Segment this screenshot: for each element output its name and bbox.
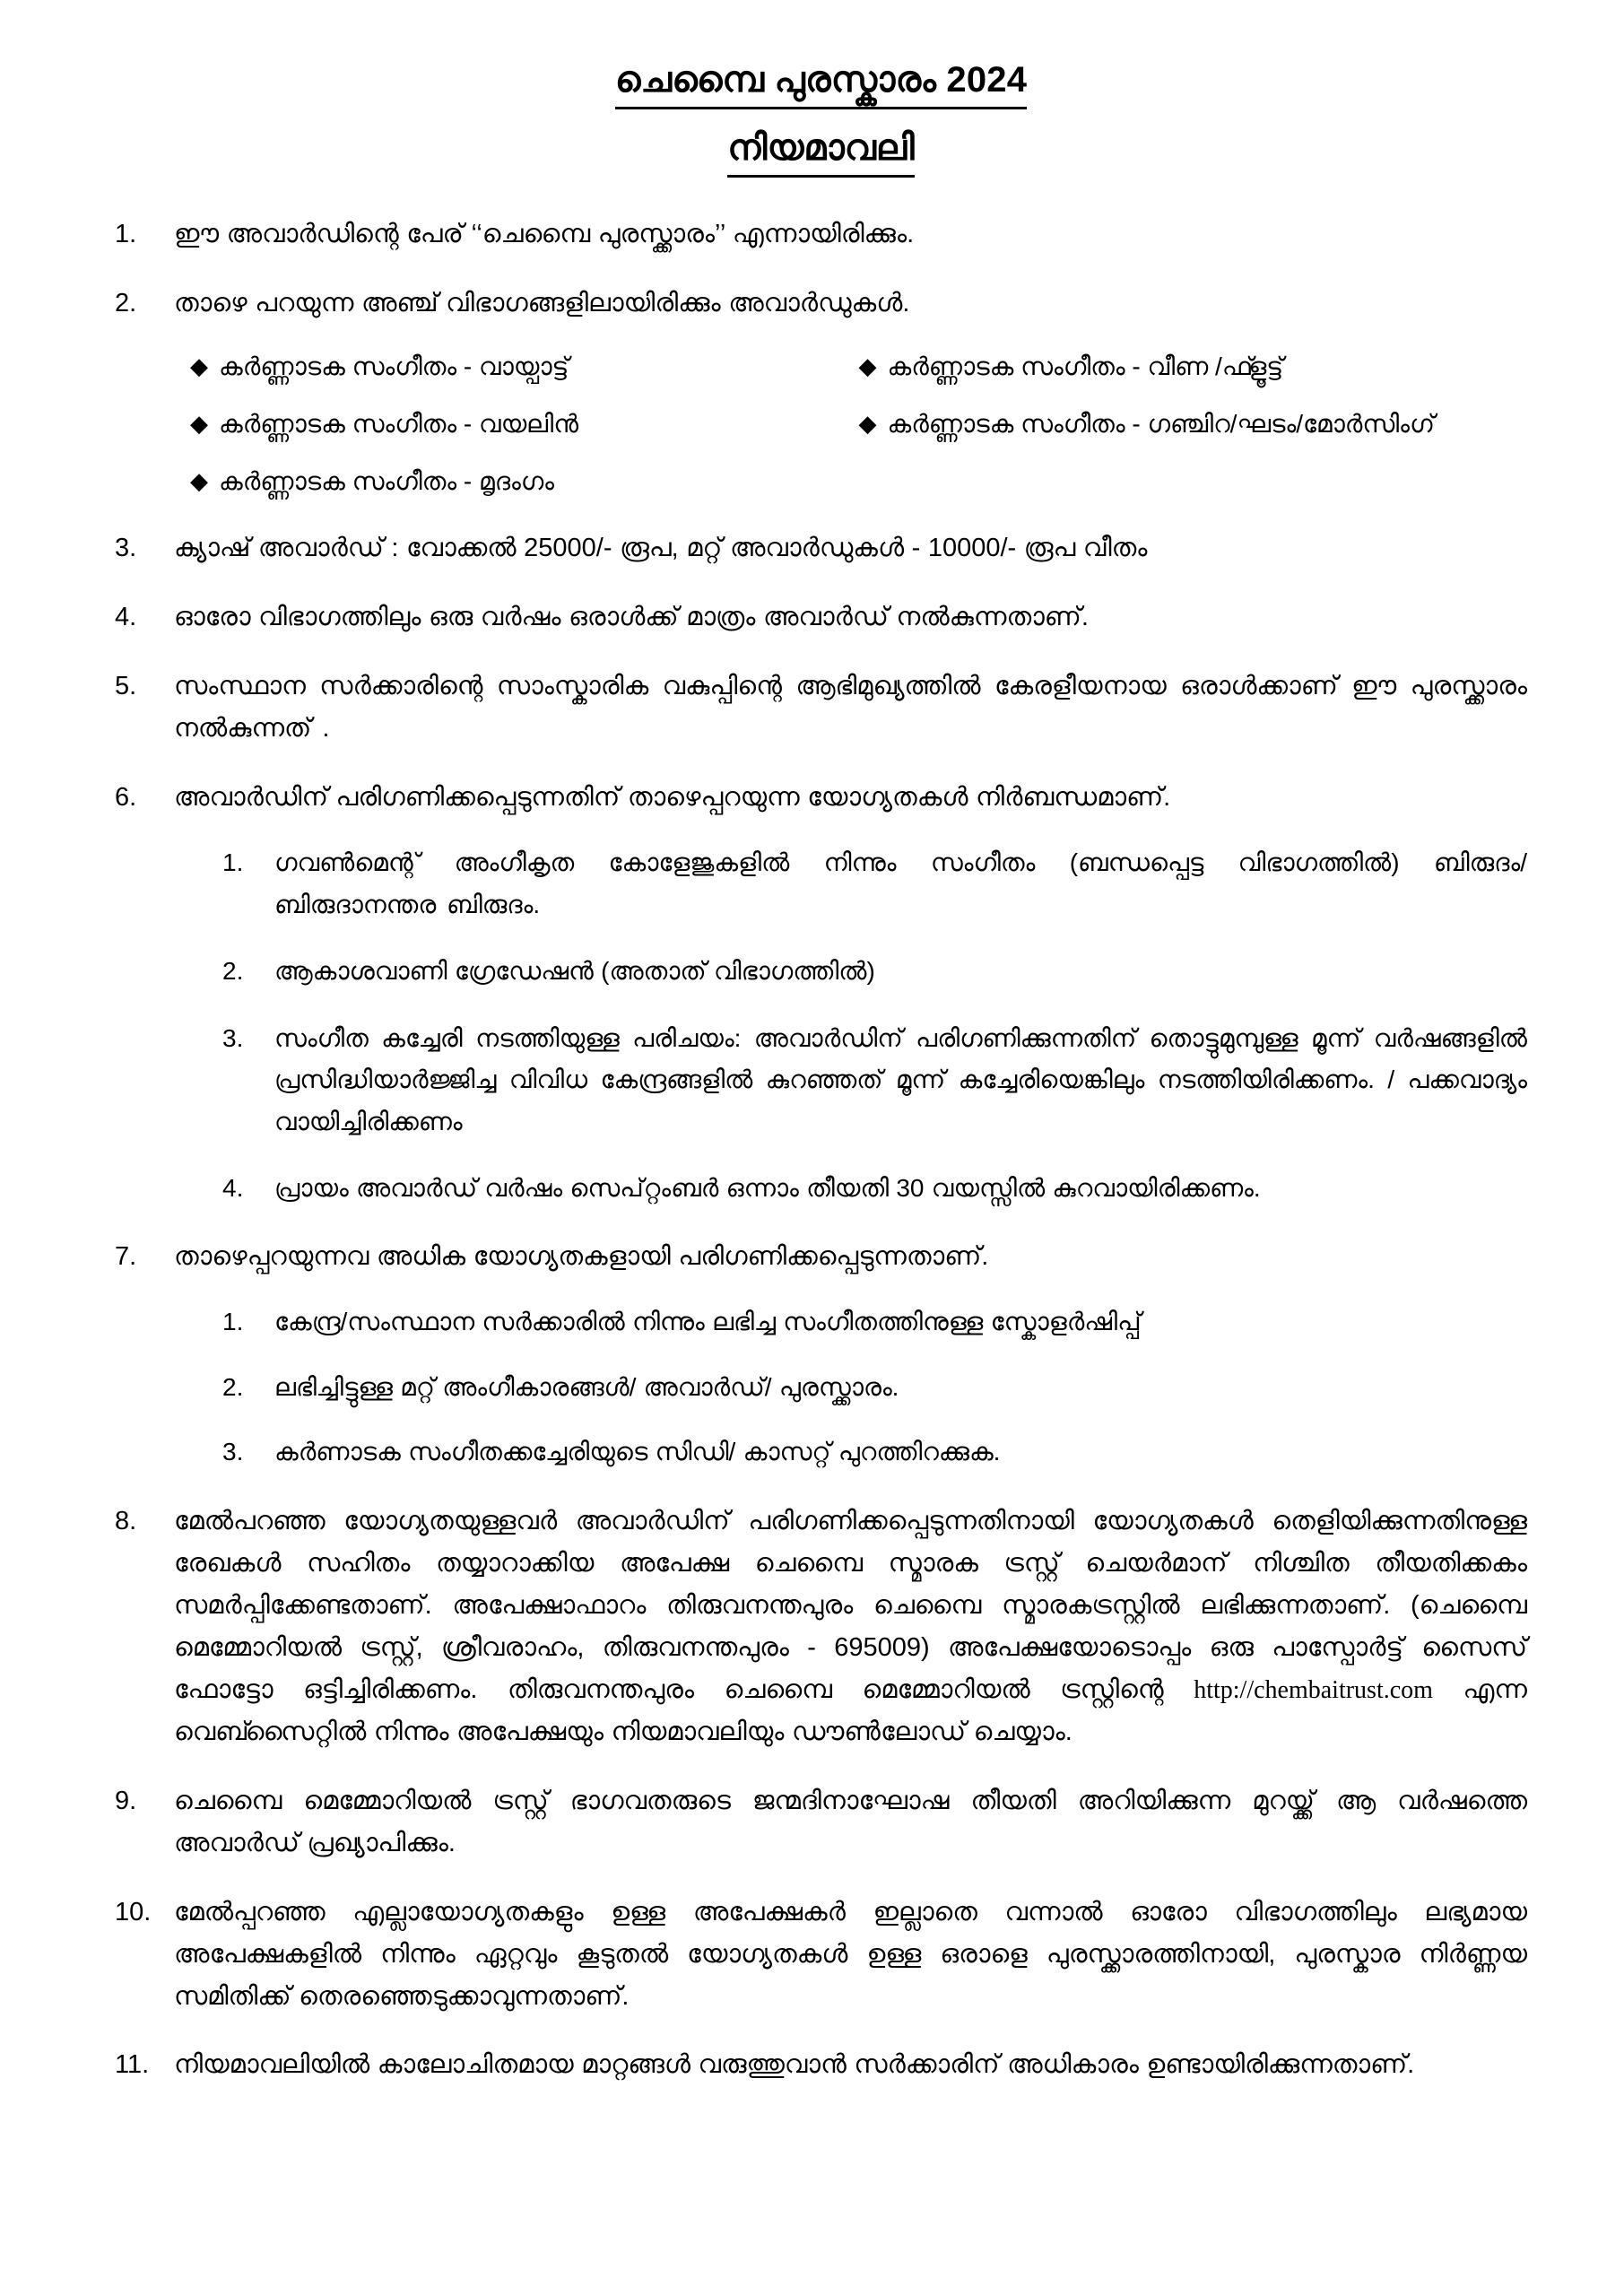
category-label: കർണ്ണാടക സംഗീതം - വായ്പാട്ട് <box>219 352 569 381</box>
page-title: ചെമ്പൈ പുരസ്കാരം 2024 <box>615 56 1027 109</box>
rule-item-9 <box>115 1780 1527 1865</box>
extra-qualification-text: കേന്ദ്ര/സംസ്ഥാന സർക്കാരിൽ നിന്നും ലഭിച്ച സംഗീതത്തിനുള്ള സ്കോളർഷിപ്പ് <box>274 1308 1142 1336</box>
rule-number: 3. <box>115 534 137 563</box>
rule-item-8 <box>115 1500 1527 1753</box>
qualification-text: പ്രായം അവാർഡ് വർഷം സെപ്റ്റംബർ ഒന്നാം തീയതി 30 വയസ്സിൽ കുറവായിരിക്കണം. <box>274 1173 1261 1202</box>
rule-item-3 <box>115 527 1527 570</box>
rule-number: 4. <box>115 603 137 632</box>
extra-qualification-number: 3. <box>222 1438 244 1466</box>
rule-number: 2. <box>115 289 137 318</box>
rule-number: 7. <box>115 1242 137 1272</box>
rule-text: താഴെ പറയുന്ന അഞ്ച് വിഭാഗങ്ങളിലായിരിക്കും അവാർഡുകൾ. <box>174 289 910 318</box>
rule-number: 11. <box>115 2050 150 2080</box>
rule-item-1 <box>115 213 1527 256</box>
rule-text-part-2: എന്ന വെബ്സൈറ്റിൽ നിന്നും അപേക്ഷയും നിയമാവലിയും ഡൗൺലോഡ് ചെയ്യാം. <box>174 1674 1528 1746</box>
rule-item-2 <box>115 283 1527 500</box>
category-row <box>190 348 1527 386</box>
title-block <box>115 56 1527 178</box>
rules-list <box>115 213 1527 2086</box>
rule-item-7 <box>115 1236 1527 1473</box>
rule-number: 10. <box>115 1897 152 1926</box>
rule-text: താഴെപ്പറയുന്നവ അധിക യോഗ്യതകളായി പരിഗണിക്കപ്പെടുന്നതാണ്. <box>174 1242 989 1272</box>
rule-text: മേൽപ്പറഞ്ഞ എല്ലായോഗ്യതകളും ഉള്ള അപേക്ഷകർ ഇല്ലാതെ വന്നാൽ ഓരോ വിഭാഗത്തിലും ലഭ്യമായ അപേക്ഷകളിൽ നിന്നും ഏറ്റവും കൂടുതൽ യോഗ്യതകൾ ഉള്ള ഒരാളെ പുരസ്ക്കാരത്തിനായി, പുരസ്കാര നിർണ്ണയ സമിതിക്ക് തെരഞ്ഞെടുക്കാവുന്നതാണ്. <box>174 1897 1527 2011</box>
qualification-number: 2. <box>222 957 244 986</box>
rule-number: 5. <box>115 672 137 701</box>
rule-item-4 <box>115 596 1527 639</box>
extra-qualification-number: 1. <box>222 1308 244 1336</box>
qualification-item-2 <box>222 951 1527 992</box>
category-label: കർണ്ണാടക സംഗീതം - മൃദംഗം <box>219 467 555 496</box>
diamond-bullet-icon: ◆ <box>858 352 877 380</box>
rule-number: 8. <box>115 1506 137 1535</box>
rule-item-11 <box>115 2044 1527 2086</box>
qualification-text: സംഗീത കച്ചേരി നടത്തിയുള്ള പരിചയം: അവാർഡിന് പരിഗണിക്കുന്നതിന് തൊട്ടുമുമ്പുള്ള മൂന്ന് വർഷങ്ങളിൽ പ്രസിദ്ധിയാർജ്ജിച്ച വിവിധ കേന്ദ്രങ്ങളിൽ കുറഞ്ഞത് മൂന്ന് കച്ചേരിയെങ്കിലും നടത്തിയിരിക്കണം. / പക്കവാദ്യം വായിച്ചിരിക്കണം <box>274 1023 1527 1135</box>
rule-item-10 <box>115 1892 1527 2018</box>
category-item <box>859 348 1528 386</box>
qualification-text: ഗവൺമെന്റ് അംഗീകൃത കോളേജുകളിൽ നിന്നും സംഗീതം (ബന്ധപ്പെട്ട വിഭാഗത്തിൽ) ബിരുദം/ ബിരുദാനന്തര ബിരുദം. <box>274 848 1527 918</box>
diamond-bullet-icon: ◆ <box>190 410 208 438</box>
rule-text: ഓരോ വിഭാഗത്തിലും ഒരു വർഷം ഒരാൾക്ക് മാത്രം അവാർഡ് നൽകുന്നതാണ്. <box>174 603 1089 632</box>
trust-website-url[interactable]: http://chembaitrust.com <box>1194 1675 1433 1704</box>
qualifications-list <box>174 842 1527 1209</box>
qualification-number: 3. <box>222 1023 244 1052</box>
qualification-item-1 <box>222 842 1527 926</box>
rule-number: 6. <box>115 783 137 813</box>
rule-item-6 <box>115 777 1527 1209</box>
rule-number: 1. <box>115 220 137 249</box>
category-item <box>190 405 859 443</box>
category-row <box>190 463 1527 500</box>
extra-qualification-text: ലഭിച്ചിട്ടുള്ള മറ്റ് അംഗീകാരങ്ങൾ/ അവാർഡ്/ പുരസ്ക്കാരം. <box>274 1372 899 1401</box>
category-item <box>190 463 859 500</box>
qualification-number: 1. <box>222 848 244 877</box>
extra-qualification-text: കർണാടക സംഗീതക്കച്ചേരിയുടെ സിഡി/ കാസറ്റ് പുറത്തിറക്കുക. <box>274 1438 1001 1466</box>
rule-number: 9. <box>115 1786 137 1815</box>
page-subtitle: നിയമാവലി <box>727 124 914 178</box>
category-label: കർണ്ണാടക സംഗീതം - വീണ /ഫ്ളൂട്ട് <box>887 352 1284 381</box>
extra-qualification-number: 2. <box>222 1372 244 1401</box>
diamond-bullet-icon: ◆ <box>190 467 208 495</box>
diamond-bullet-icon: ◆ <box>190 352 208 380</box>
qualification-item-3 <box>222 1018 1527 1143</box>
extra-qualification-item-3 <box>222 1431 1527 1473</box>
category-item <box>190 348 859 386</box>
extra-qualifications-list <box>174 1301 1527 1473</box>
rule-text: ഈ അവാർഡിന്റെ പേര് ‘‘ചെമ്പൈ പുരസ്ക്കാരം’’ എന്നായിരിക്കും. <box>174 220 915 249</box>
category-item <box>859 405 1528 443</box>
category-label: കർണ്ണാടക സംഗീതം - വയലിൻ <box>219 410 579 439</box>
rule-text: അവാർഡിന് പരിഗണിക്കപ്പെടുന്നതിന് താഴെപ്പറയുന്ന യോഗ്യതകൾ നിർബന്ധമാണ്. <box>174 783 1171 813</box>
qualification-number: 4. <box>222 1173 244 1202</box>
category-row <box>190 405 1527 443</box>
rule-text: നിയമാവലിയിൽ കാലോചിതമായ മാറ്റങ്ങൾ വരുത്തുവാൻ സർക്കാരിന് അധികാരം ഉണ്ടായിരിക്കുന്നതാണ്. <box>174 2050 1415 2080</box>
rule-text <box>174 1500 1527 1753</box>
extra-qualification-item-1 <box>222 1301 1527 1343</box>
category-label: കർണ്ണാടക സംഗീതം - ഗഞ്ചിറ/ഘടം/മോർസിംഗ് <box>887 410 1435 439</box>
rule-text-part-1: മേൽപറഞ്ഞ യോഗ്യതയുള്ളവർ അവാർഡിന് പരിഗണിക്കപ്പെടുന്നതിനായി യോഗ്യതകൾ തെളിയിക്കുന്നതിനുള്ള രേഖകൾ സഹിതം തയ്യാറാക്കിയ അപേക്ഷ ചെമ്പൈ സ്മാരക ട്രസ്റ്റ് ചെയർമാന് നിശ്ചിത തീയതിക്കകം സമർപ്പിക്കേണ്ടതാണ്. അപേക്ഷാഫാറം തിരുവനന്തപുരം ചെമ്പൈ സ്മാരകട്രസ്റ്റിൽ ലഭിക്കുന്നതാണ്. (ചെമ്പൈ മെമ്മോറിയൽ ട്രസ്റ്റ്, ശ്രീവരാഹം, തിരുവനന്തപുരം - 695009) അപേക്ഷയോടൊപ്പം ഒരു പാസ്പോർട്ട് സൈസ് ഫോട്ടോ ഒട്ടിച്ചിരിക്കണം. തിരുവനന്തപുരം ചെമ്പൈ മെമ്മോറിയൽ ട്രസ്റ്റിന്റെ <box>174 1506 1527 1704</box>
extra-qualification-item-2 <box>222 1367 1527 1408</box>
rule-text: ചെമ്പൈ മെമ്മോറിയൽ ട്രസ്റ്റ് ഭാഗവതരുടെ ജന്മദിനാഘോഷ തീയതി അറിയിക്കുന്ന മുറയ്ക്ക് ആ വർഷത്തെ അവാർഡ് പ്രഖ്യാപിക്കും. <box>174 1786 1527 1857</box>
rule-text: സംസ്ഥാന സർക്കാരിന്റെ സാംസ്കാരിക വകുപ്പിന്റെ ആഭിമുഖ്യത്തിൽ കേരളീയനായ ഒരാൾക്കാണ് ഈ പുരസ്ക്കാരം നൽകുന്നത് . <box>174 672 1527 744</box>
qualification-text: ആകാശവാണി ഗ്രേഡേഷൻ (അതാത് വിഭാഗത്തിൽ) <box>274 957 875 986</box>
qualification-item-4 <box>222 1168 1527 1209</box>
category-bullet-grid <box>174 348 1527 500</box>
document-title-row <box>115 56 1527 109</box>
document-subtitle-row <box>115 115 1527 178</box>
rule-item-5 <box>115 665 1527 750</box>
rule-text: ക്യാഷ് അവാർഡ് : വോക്കൽ 25000/- രൂപ, മറ്റ് അവാർഡുകൾ - 10000/- രൂപ വീതം <box>174 534 1148 563</box>
diamond-bullet-icon: ◆ <box>858 410 877 438</box>
